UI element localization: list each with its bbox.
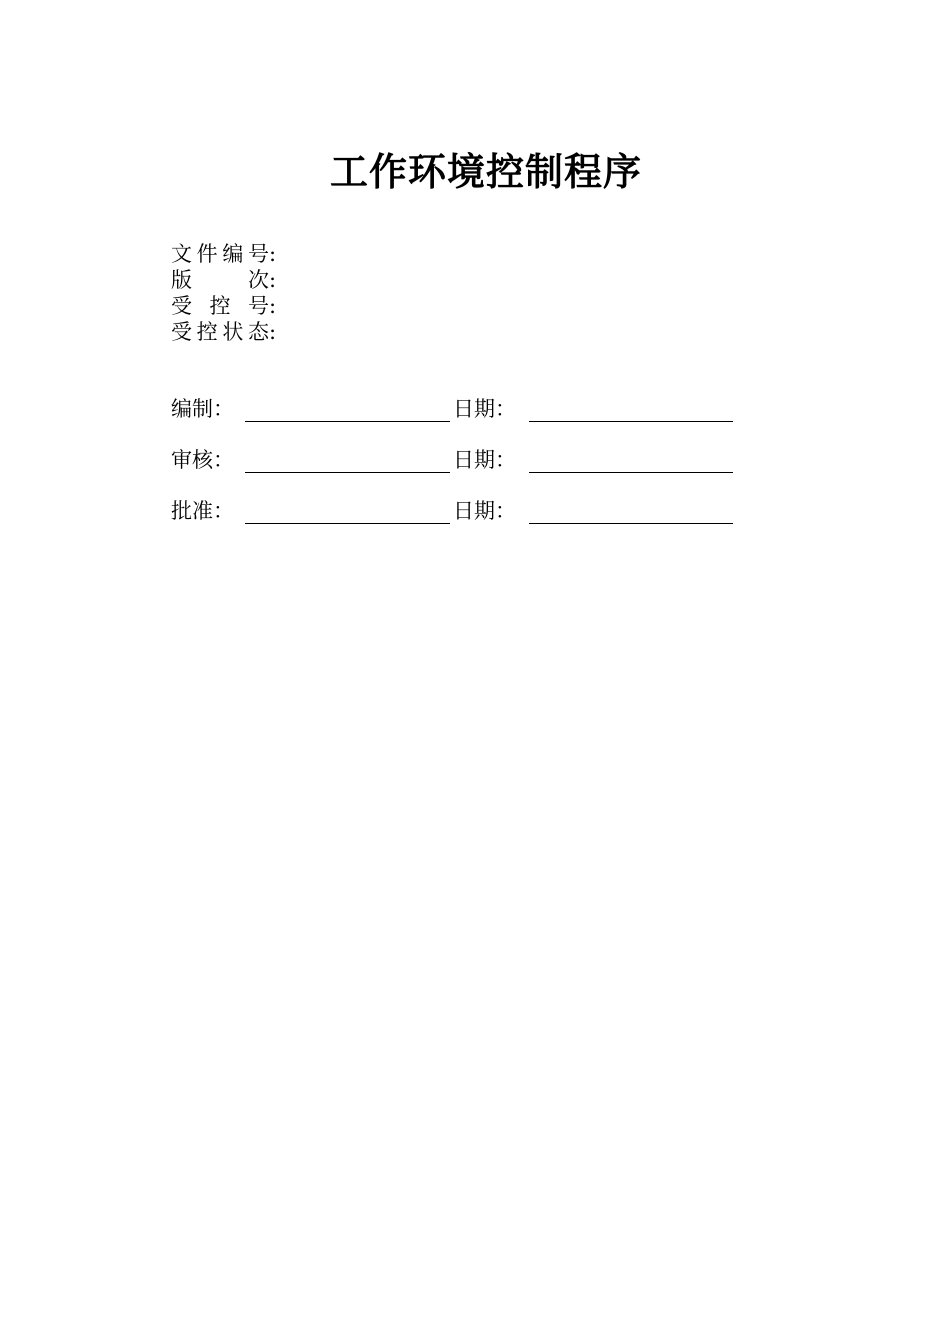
signature-row-approved [171, 496, 733, 547]
page-title: 工作环境控制程序 [329, 149, 642, 194]
prepared-date-label: 日期： [453, 397, 516, 421]
reviewed-date-label: 日期： [453, 448, 516, 472]
version-label: 版次 [171, 268, 269, 292]
reviewed-by-label: 审核： [171, 448, 234, 472]
prepared-date-line[interactable] [529, 395, 733, 422]
meta-colon: : [269, 242, 277, 266]
meta-row-version [171, 267, 276, 293]
meta-row-control-number [171, 293, 276, 319]
signature-block [171, 394, 733, 547]
reviewed-by-signature-line[interactable] [245, 446, 450, 473]
signature-row-prepared [171, 394, 733, 445]
prepared-by-signature-line[interactable] [245, 395, 450, 422]
meta-colon: : [269, 268, 277, 292]
meta-colon: : [269, 294, 277, 318]
signature-row-reviewed [171, 445, 733, 496]
approved-by-label: 批准： [171, 499, 234, 523]
approved-date-label: 日期： [453, 499, 516, 523]
control-status-label: 受控状态 [171, 320, 269, 344]
meta-row-file-number [171, 241, 276, 267]
meta-row-control-status [171, 319, 276, 345]
approved-date-line[interactable] [529, 497, 733, 524]
meta-colon: : [269, 320, 277, 344]
reviewed-date-line[interactable] [529, 446, 733, 473]
control-number-label: 受控号 [171, 294, 269, 318]
prepared-by-label: 编制： [171, 397, 234, 421]
document-meta-block [171, 241, 276, 345]
file-number-label: 文件编号 [171, 242, 269, 266]
approved-by-signature-line[interactable] [245, 497, 450, 524]
